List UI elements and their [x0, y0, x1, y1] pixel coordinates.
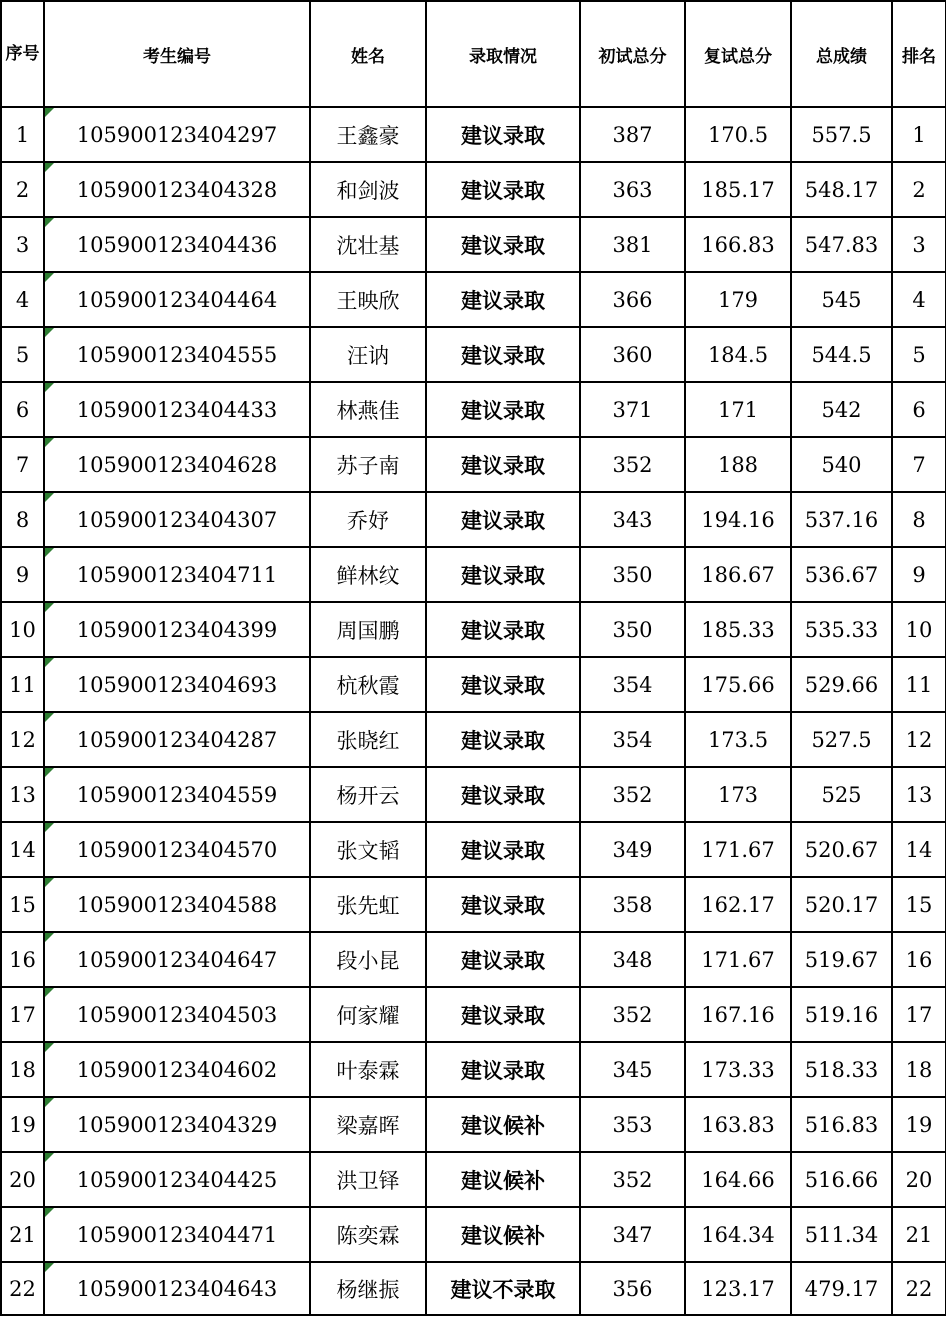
cell-total: 479.17 — [791, 1262, 892, 1315]
cell-marker-icon — [45, 713, 54, 722]
cell-name: 何家耀 — [310, 987, 426, 1042]
cell-exam-id — [44, 1097, 310, 1152]
cell-rank: 17 — [892, 987, 946, 1042]
cell-marker-icon — [45, 823, 54, 832]
cell-seq: 5 — [1, 327, 44, 382]
cell-seq: 21 — [1, 1207, 44, 1262]
cell-status: 建议候补 — [426, 1152, 580, 1207]
cell-name: 苏子南 — [310, 437, 426, 492]
cell-retest-total: 166.83 — [685, 217, 791, 272]
exam-id-text: 105900123404436 — [76, 232, 278, 257]
exam-id-text: 105900123404711 — [76, 562, 278, 587]
cell-name: 和剑波 — [310, 162, 426, 217]
exam-id-text: 105900123404329 — [76, 1112, 278, 1137]
table-row — [1, 1097, 946, 1152]
cell-retest-total: 164.34 — [685, 1207, 791, 1262]
cell-marker-icon — [45, 163, 54, 172]
header-rank: 排名 — [892, 1, 946, 107]
cell-name: 王鑫豪 — [310, 107, 426, 162]
cell-seq: 15 — [1, 877, 44, 932]
cell-retest-total: 185.17 — [685, 162, 791, 217]
cell-total: 545 — [791, 272, 892, 327]
cell-exam-id — [44, 492, 310, 547]
cell-name: 杭秋霞 — [310, 657, 426, 712]
cell-name: 林燕佳 — [310, 382, 426, 437]
cell-marker-icon — [45, 273, 54, 282]
cell-rank: 2 — [892, 162, 946, 217]
cell-status: 建议录取 — [426, 437, 580, 492]
cell-seq: 22 — [1, 1262, 44, 1315]
cell-rank: 4 — [892, 272, 946, 327]
cell-exam-id — [44, 767, 310, 822]
cell-total: 544.5 — [791, 327, 892, 382]
cell-retest-total: 179 — [685, 272, 791, 327]
cell-rank: 20 — [892, 1152, 946, 1207]
cell-marker-icon — [45, 218, 54, 227]
cell-total: 548.17 — [791, 162, 892, 217]
cell-rank: 18 — [892, 1042, 946, 1097]
cell-retest-total: 173.33 — [685, 1042, 791, 1097]
cell-exam-id — [44, 602, 310, 657]
cell-exam-id — [44, 217, 310, 272]
header-exam-id: 考生编号 — [44, 1, 310, 107]
cell-name: 段小昆 — [310, 932, 426, 987]
cell-total: 519.67 — [791, 932, 892, 987]
cell-marker-icon — [45, 108, 54, 117]
table-row — [1, 877, 946, 932]
header-seq: 序号 — [1, 1, 44, 107]
table-row — [1, 767, 946, 822]
cell-exam-id — [44, 1042, 310, 1097]
table-row — [1, 987, 946, 1042]
cell-seq: 8 — [1, 492, 44, 547]
cell-total: 516.66 — [791, 1152, 892, 1207]
cell-initial-total: 343 — [580, 492, 685, 547]
cell-total: 527.5 — [791, 712, 892, 767]
table-row — [1, 547, 946, 602]
cell-status: 建议录取 — [426, 492, 580, 547]
cell-marker-icon — [45, 768, 54, 777]
cell-seq: 12 — [1, 712, 44, 767]
cell-marker-icon — [45, 1043, 54, 1052]
exam-id-text: 105900123404555 — [76, 342, 278, 367]
cell-retest-total: 186.67 — [685, 547, 791, 602]
exam-id-text: 105900123404464 — [76, 287, 278, 312]
cell-rank: 14 — [892, 822, 946, 877]
cell-rank: 10 — [892, 602, 946, 657]
exam-id-text: 105900123404471 — [76, 1222, 278, 1247]
cell-retest-total: 188 — [685, 437, 791, 492]
table-row — [1, 162, 946, 217]
cell-seq: 6 — [1, 382, 44, 437]
cell-status: 建议不录取 — [426, 1262, 580, 1315]
cell-rank: 19 — [892, 1097, 946, 1152]
table-row — [1, 492, 946, 547]
table-row — [1, 1262, 946, 1315]
cell-status: 建议录取 — [426, 822, 580, 877]
table-row — [1, 1207, 946, 1262]
cell-seq: 9 — [1, 547, 44, 602]
cell-status: 建议候补 — [426, 1097, 580, 1152]
cell-initial-total: 350 — [580, 602, 685, 657]
header-retest-total: 复试总分 — [685, 1, 791, 107]
cell-seq: 4 — [1, 272, 44, 327]
cell-rank: 1 — [892, 107, 946, 162]
table-row — [1, 602, 946, 657]
table-row — [1, 437, 946, 492]
cell-marker-icon — [45, 1208, 54, 1217]
cell-total: 540 — [791, 437, 892, 492]
table-row — [1, 1042, 946, 1097]
header-row — [1, 1, 946, 107]
cell-retest-total: 170.5 — [685, 107, 791, 162]
cell-total: 516.83 — [791, 1097, 892, 1152]
cell-retest-total: 164.66 — [685, 1152, 791, 1207]
cell-retest-total: 185.33 — [685, 602, 791, 657]
cell-name: 周国鹏 — [310, 602, 426, 657]
cell-total: 547.83 — [791, 217, 892, 272]
cell-status: 建议录取 — [426, 602, 580, 657]
cell-marker-icon — [45, 493, 54, 502]
cell-total: 557.5 — [791, 107, 892, 162]
cell-exam-id — [44, 987, 310, 1042]
cell-status: 建议录取 — [426, 712, 580, 767]
exam-id-text: 105900123404287 — [76, 727, 278, 752]
cell-exam-id — [44, 657, 310, 712]
cell-initial-total: 349 — [580, 822, 685, 877]
cell-initial-total: 353 — [580, 1097, 685, 1152]
cell-total: 520.67 — [791, 822, 892, 877]
cell-seq: 11 — [1, 657, 44, 712]
cell-initial-total: 363 — [580, 162, 685, 217]
cell-marker-icon — [45, 1098, 54, 1107]
table-row — [1, 1152, 946, 1207]
cell-exam-id — [44, 1207, 310, 1262]
cell-marker-icon — [45, 328, 54, 337]
cell-seq: 14 — [1, 822, 44, 877]
cell-initial-total: 354 — [580, 712, 685, 767]
cell-rank: 8 — [892, 492, 946, 547]
cell-initial-total: 348 — [580, 932, 685, 987]
table-row — [1, 217, 946, 272]
table-row — [1, 382, 946, 437]
cell-total: 536.67 — [791, 547, 892, 602]
cell-seq: 3 — [1, 217, 44, 272]
cell-seq: 19 — [1, 1097, 44, 1152]
exam-id-text: 105900123404570 — [76, 837, 278, 862]
exam-id-text: 105900123404647 — [76, 947, 278, 972]
exam-id-text: 105900123404693 — [76, 672, 278, 697]
cell-status: 建议录取 — [426, 162, 580, 217]
table-row — [1, 657, 946, 712]
cell-total: 529.66 — [791, 657, 892, 712]
cell-seq: 18 — [1, 1042, 44, 1097]
cell-initial-total: 366 — [580, 272, 685, 327]
cell-seq: 2 — [1, 162, 44, 217]
cell-initial-total: 360 — [580, 327, 685, 382]
cell-retest-total: 171.67 — [685, 932, 791, 987]
exam-id-text: 105900123404503 — [76, 1002, 278, 1027]
cell-rank: 21 — [892, 1207, 946, 1262]
cell-exam-id — [44, 1262, 310, 1315]
cell-name: 杨继振 — [310, 1262, 426, 1315]
exam-id-text: 105900123404297 — [76, 122, 278, 147]
exam-id-text: 105900123404643 — [76, 1276, 278, 1301]
cell-initial-total: 356 — [580, 1262, 685, 1315]
cell-marker-icon — [45, 1263, 54, 1272]
cell-status: 建议录取 — [426, 107, 580, 162]
cell-initial-total: 347 — [580, 1207, 685, 1262]
cell-name: 汪讷 — [310, 327, 426, 382]
cell-seq: 10 — [1, 602, 44, 657]
cell-retest-total: 171.67 — [685, 822, 791, 877]
cell-total: 519.16 — [791, 987, 892, 1042]
cell-exam-id — [44, 547, 310, 602]
table-row — [1, 107, 946, 162]
cell-name: 张先虹 — [310, 877, 426, 932]
cell-exam-id — [44, 327, 310, 382]
cell-total: 520.17 — [791, 877, 892, 932]
cell-rank: 7 — [892, 437, 946, 492]
cell-seq: 13 — [1, 767, 44, 822]
exam-id-text: 105900123404433 — [76, 397, 278, 422]
table-row — [1, 272, 946, 327]
cell-exam-id — [44, 932, 310, 987]
cell-total: 525 — [791, 767, 892, 822]
exam-id-text: 105900123404559 — [76, 782, 278, 807]
cell-status: 建议录取 — [426, 877, 580, 932]
exam-id-text: 105900123404425 — [76, 1167, 278, 1192]
cell-exam-id — [44, 382, 310, 437]
cell-total: 518.33 — [791, 1042, 892, 1097]
cell-total: 535.33 — [791, 602, 892, 657]
cell-retest-total: 171 — [685, 382, 791, 437]
cell-exam-id — [44, 822, 310, 877]
cell-status: 建议录取 — [426, 1042, 580, 1097]
cell-rank: 12 — [892, 712, 946, 767]
cell-rank: 6 — [892, 382, 946, 437]
cell-seq: 16 — [1, 932, 44, 987]
cell-exam-id — [44, 1152, 310, 1207]
cell-rank: 11 — [892, 657, 946, 712]
cell-retest-total: 167.16 — [685, 987, 791, 1042]
exam-id-text: 105900123404307 — [76, 507, 278, 532]
cell-marker-icon — [45, 878, 54, 887]
cell-initial-total: 352 — [580, 1152, 685, 1207]
cell-retest-total: 163.83 — [685, 1097, 791, 1152]
header-total: 总成绩 — [791, 1, 892, 107]
cell-seq: 7 — [1, 437, 44, 492]
cell-marker-icon — [45, 548, 54, 557]
cell-initial-total: 358 — [580, 877, 685, 932]
cell-retest-total: 175.66 — [685, 657, 791, 712]
cell-exam-id — [44, 712, 310, 767]
cell-initial-total: 381 — [580, 217, 685, 272]
cell-status: 建议录取 — [426, 987, 580, 1042]
table-body — [1, 107, 946, 1315]
cell-status: 建议录取 — [426, 217, 580, 272]
exam-id-text: 105900123404328 — [76, 177, 278, 202]
cell-total: 537.16 — [791, 492, 892, 547]
cell-rank: 9 — [892, 547, 946, 602]
cell-seq: 20 — [1, 1152, 44, 1207]
cell-name: 叶泰霖 — [310, 1042, 426, 1097]
cell-marker-icon — [45, 603, 54, 612]
cell-status: 建议录取 — [426, 382, 580, 437]
exam-id-text: 105900123404628 — [76, 452, 278, 477]
cell-exam-id — [44, 162, 310, 217]
cell-name: 鲜林纹 — [310, 547, 426, 602]
cell-rank: 16 — [892, 932, 946, 987]
cell-retest-total: 173.5 — [685, 712, 791, 767]
cell-retest-total: 173 — [685, 767, 791, 822]
cell-name: 洪卫铎 — [310, 1152, 426, 1207]
cell-name: 陈奕霖 — [310, 1207, 426, 1262]
cell-marker-icon — [45, 988, 54, 997]
header-status: 录取情况 — [426, 1, 580, 107]
cell-initial-total: 387 — [580, 107, 685, 162]
cell-exam-id — [44, 107, 310, 162]
cell-rank: 22 — [892, 1262, 946, 1315]
cell-retest-total: 194.16 — [685, 492, 791, 547]
cell-name: 乔妤 — [310, 492, 426, 547]
table-row — [1, 327, 946, 382]
cell-retest-total: 162.17 — [685, 877, 791, 932]
cell-initial-total: 352 — [580, 437, 685, 492]
cell-name: 杨开云 — [310, 767, 426, 822]
cell-total: 511.34 — [791, 1207, 892, 1262]
cell-initial-total: 350 — [580, 547, 685, 602]
cell-status: 建议录取 — [426, 932, 580, 987]
cell-name: 张文韬 — [310, 822, 426, 877]
table-row — [1, 822, 946, 877]
cell-retest-total: 123.17 — [685, 1262, 791, 1315]
cell-rank: 3 — [892, 217, 946, 272]
cell-status: 建议录取 — [426, 547, 580, 602]
cell-rank: 15 — [892, 877, 946, 932]
cell-status: 建议录取 — [426, 272, 580, 327]
cell-initial-total: 354 — [580, 657, 685, 712]
cell-initial-total: 345 — [580, 1042, 685, 1097]
cell-seq: 1 — [1, 107, 44, 162]
cell-marker-icon — [45, 438, 54, 447]
cell-rank: 5 — [892, 327, 946, 382]
cell-marker-icon — [45, 383, 54, 392]
cell-retest-total: 184.5 — [685, 327, 791, 382]
cell-exam-id — [44, 877, 310, 932]
cell-total: 542 — [791, 382, 892, 437]
exam-id-text: 105900123404602 — [76, 1057, 278, 1082]
exam-id-text: 105900123404588 — [76, 892, 278, 917]
cell-name: 沈壮基 — [310, 217, 426, 272]
cell-status: 建议候补 — [426, 1207, 580, 1262]
cell-exam-id — [44, 272, 310, 327]
cell-initial-total: 352 — [580, 987, 685, 1042]
header-initial-total: 初试总分 — [580, 1, 685, 107]
cell-name: 王映欣 — [310, 272, 426, 327]
exam-id-text: 105900123404399 — [76, 617, 278, 642]
cell-name: 梁嘉晖 — [310, 1097, 426, 1152]
cell-name: 张晓红 — [310, 712, 426, 767]
cell-marker-icon — [45, 1153, 54, 1162]
cell-initial-total: 371 — [580, 382, 685, 437]
cell-marker-icon — [45, 658, 54, 667]
cell-initial-total: 352 — [580, 767, 685, 822]
cell-marker-icon — [45, 933, 54, 942]
cell-status: 建议录取 — [426, 767, 580, 822]
cell-status: 建议录取 — [426, 657, 580, 712]
cell-seq: 17 — [1, 987, 44, 1042]
cell-status: 建议录取 — [426, 327, 580, 382]
table-row — [1, 712, 946, 767]
cell-rank: 13 — [892, 767, 946, 822]
header-name: 姓名 — [310, 1, 426, 107]
table-row — [1, 932, 946, 987]
cell-exam-id — [44, 437, 310, 492]
